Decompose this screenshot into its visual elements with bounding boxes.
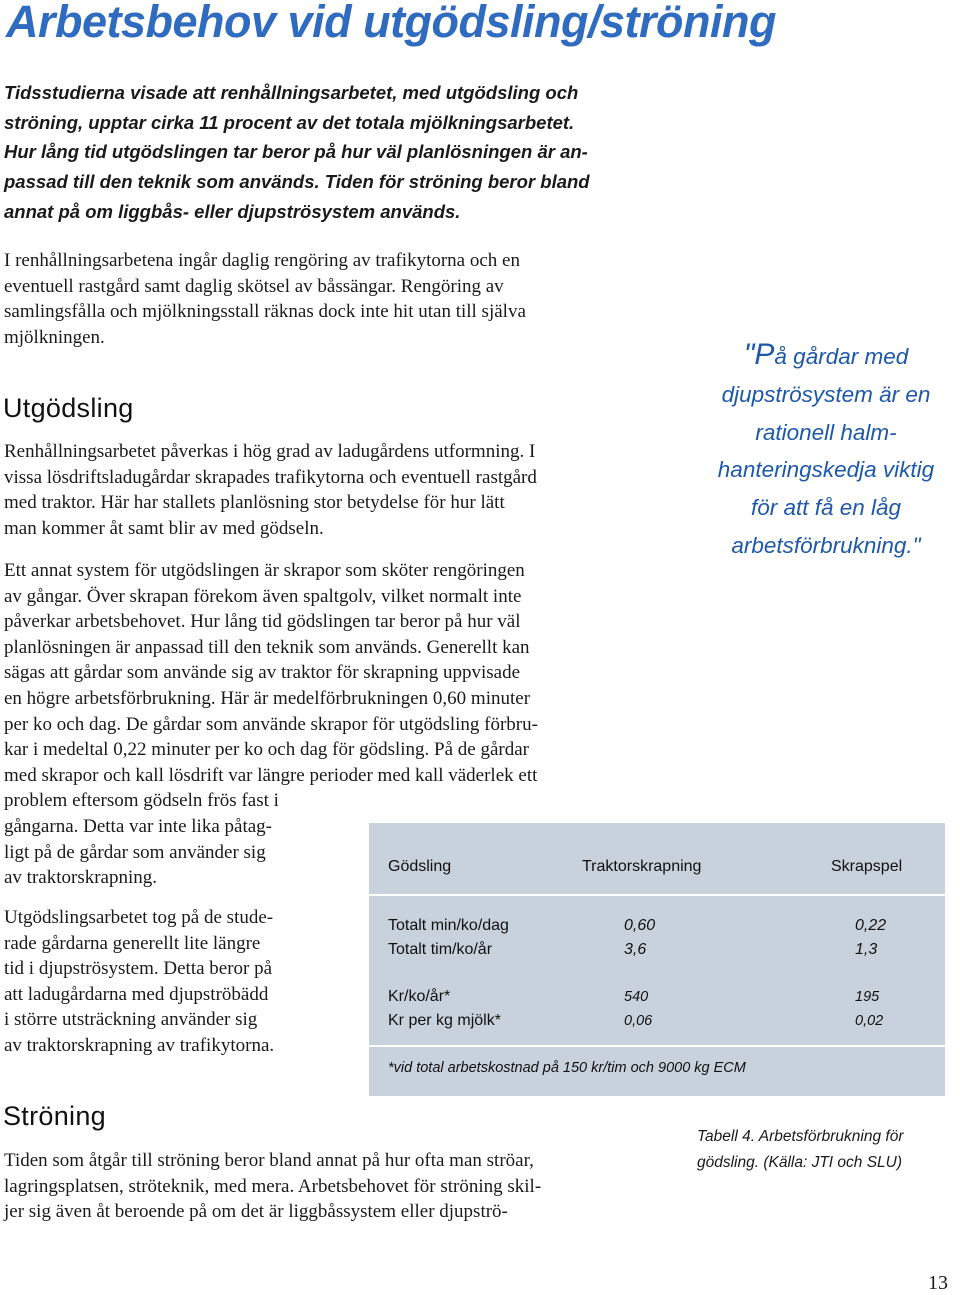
table-divider: [369, 1045, 945, 1047]
text-line: påverkar arbetsbehovet. Hur lång tid gödslingen tar beror på hur väl: [4, 611, 521, 633]
table-cell-traktor: 540: [624, 989, 649, 1005]
intro-line: ströning, upptar cirka 11 procent av det totala mjölkningsarbetet.: [4, 111, 575, 133]
text-line: man kommer åt samt blir av med gödseln.: [4, 517, 324, 539]
quote-line: [688, 336, 960, 376]
table-divider: [369, 894, 945, 896]
caption-line: gödsling. (Källa: JTI och SLU): [697, 1154, 903, 1171]
text-line: vissa lösdriftsladugårdar skrapades trafikytorna och eventuell rastgård: [4, 466, 537, 488]
paragraph-utformning: [4, 439, 537, 541]
quote-open-mark: "P: [743, 338, 775, 371]
table-footnote: *vid total arbetskostnad på 150 kr/tim och 9000 kg ECM: [388, 1060, 746, 1076]
text-line: I renhållningsarbetena ingår daglig rengöring av trafikytorna och en: [4, 250, 520, 271]
text-line: Tiden som åtgår till ströning beror bland annat på hur ofta man ströar,: [4, 1150, 534, 1171]
table-row-label: Kr/ko/år*: [388, 988, 451, 1005]
table-caption: [697, 1124, 957, 1176]
text-line: Renhållningsarbetet påverkas i hög grad av ladugårdens utformning. I: [4, 441, 536, 462]
text-line: per ko och dag. De gårdar som använde skrapor för utgödsling förbru-: [4, 713, 538, 735]
intro-paragraph: [4, 78, 674, 227]
paragraph-djupstro: [4, 905, 274, 1059]
text-line: av gångar. Över skrapan förekom även spaltgolv, vilket normalt inte: [4, 585, 522, 607]
text-line: problem eftersom gödseln frös fast i: [4, 790, 279, 812]
table-cell-skrapspel: 195: [855, 989, 880, 1005]
caption-line: Tabell 4. Arbetsförbrukning för: [697, 1128, 904, 1145]
paragraph-renhallning: [4, 248, 526, 350]
text-line: en högre arbetsförbrukning. Här är medelförbrukningen 0,60 minuter: [4, 687, 531, 709]
quote-first-line: å gårdar med: [774, 344, 909, 369]
quote-line: rationell halm-: [755, 419, 897, 445]
intro-line: annat på om liggbås- eller djupströsystem används.: [4, 200, 461, 222]
text-line: av traktorskrapning.: [4, 867, 158, 889]
quote-line: hanteringskedja viktig: [717, 457, 935, 483]
pull-quote: [688, 336, 960, 565]
table-cell-traktor: 0,60: [624, 917, 656, 934]
table-cell-skrapspel: 0,22: [855, 917, 887, 934]
text-line: att ladugårdarna med djupströbädd: [4, 983, 269, 1005]
text-line: planlösningen är anpassad till den teknik som används. Generellt kan: [4, 636, 530, 658]
text-line: gångarna. Detta var inte lika påtag-: [4, 815, 272, 837]
table-row-label: Totalt min/ko/dag: [388, 917, 509, 934]
paragraph-stroning: [4, 1148, 541, 1225]
table-cell-skrapspel: 0,02: [855, 1013, 884, 1029]
section-heading-utgodsling: Utgödsling: [3, 393, 134, 423]
quote-line: för att få en låg: [750, 495, 902, 521]
table-header-traktorskrapning: Traktorskrapning: [582, 858, 702, 875]
text-line: lagringsplatsen, ströteknik, med mera. Arbetsbehovet för ströning skil-: [4, 1175, 542, 1197]
table-header-skrapspel: Skrapspel: [831, 858, 903, 875]
text-line: jer sig även åt beroende på om det är liggbåssystem eller djupströ-: [4, 1201, 508, 1223]
page-number: 13: [928, 1272, 948, 1294]
text-line: Ett annat system för utgödslingen är skrapor som sköter rengöringen: [4, 560, 525, 581]
page-title: Arbetsbehov vid utgödsling/ströning: [6, 0, 776, 47]
text-line: av traktorskrapning av trafikytorna.: [4, 1034, 275, 1056]
data-table: [369, 823, 945, 1096]
text-line: i större utsträckning använder sig: [4, 1009, 258, 1031]
table-cell-traktor: 0,06: [624, 1013, 653, 1029]
text-line: sägas att gårdar som använde sig av traktor för skrapning uppvisade: [4, 662, 521, 684]
table-row-label: Kr per kg mjölk*: [388, 1012, 501, 1029]
quote-line: djupströsystem är en: [721, 381, 931, 407]
text-line: mjölkningen.: [4, 326, 105, 348]
text-line: eventuell rastgård samt daglig skötsel av båssängar. Rengöring av: [4, 275, 504, 297]
table-header-godsling: Gödsling: [388, 858, 452, 875]
intro-line: passad till den teknik som används. Tiden för ströning beror bland: [4, 171, 590, 193]
text-line: med skrapor och kall lösdrift var längre perioder med kall väderlek ett: [4, 764, 538, 786]
text-line: samlingsfålla och mjölkningsstall räknas dock inte hit utan till själva: [4, 301, 526, 323]
table-cell-skrapspel: 1,3: [855, 941, 878, 958]
text-line: kar i medeltal 0,22 minuter per ko och dag för gödsling. På de gårdar: [4, 739, 529, 761]
text-line: Utgödslingsarbetet tog på de stude-: [4, 907, 274, 928]
table-cell-traktor: 3,6: [624, 941, 647, 958]
text-line: med traktor. Här har stallets planlösning stor betydelse för hur lätt: [4, 492, 505, 514]
quote-line: arbetsförbrukning.": [731, 532, 921, 558]
section-heading-stroning: Ströning: [3, 1101, 106, 1131]
table-row-label: Totalt tim/ko/år: [388, 941, 493, 958]
text-line: tid i djupströsystem. Detta beror på: [4, 958, 273, 980]
text-line: ligt på de gårdar som använder sig: [4, 841, 266, 863]
intro-line: Tidsstudierna visade att renhållningsarbetet, med utgödsling och: [4, 82, 579, 103]
intro-line: Hur lång tid utgödslingen tar beror på hur väl planlösningen är an-: [4, 141, 588, 163]
text-line: rade gårdarna generellt lite längre: [4, 932, 261, 954]
